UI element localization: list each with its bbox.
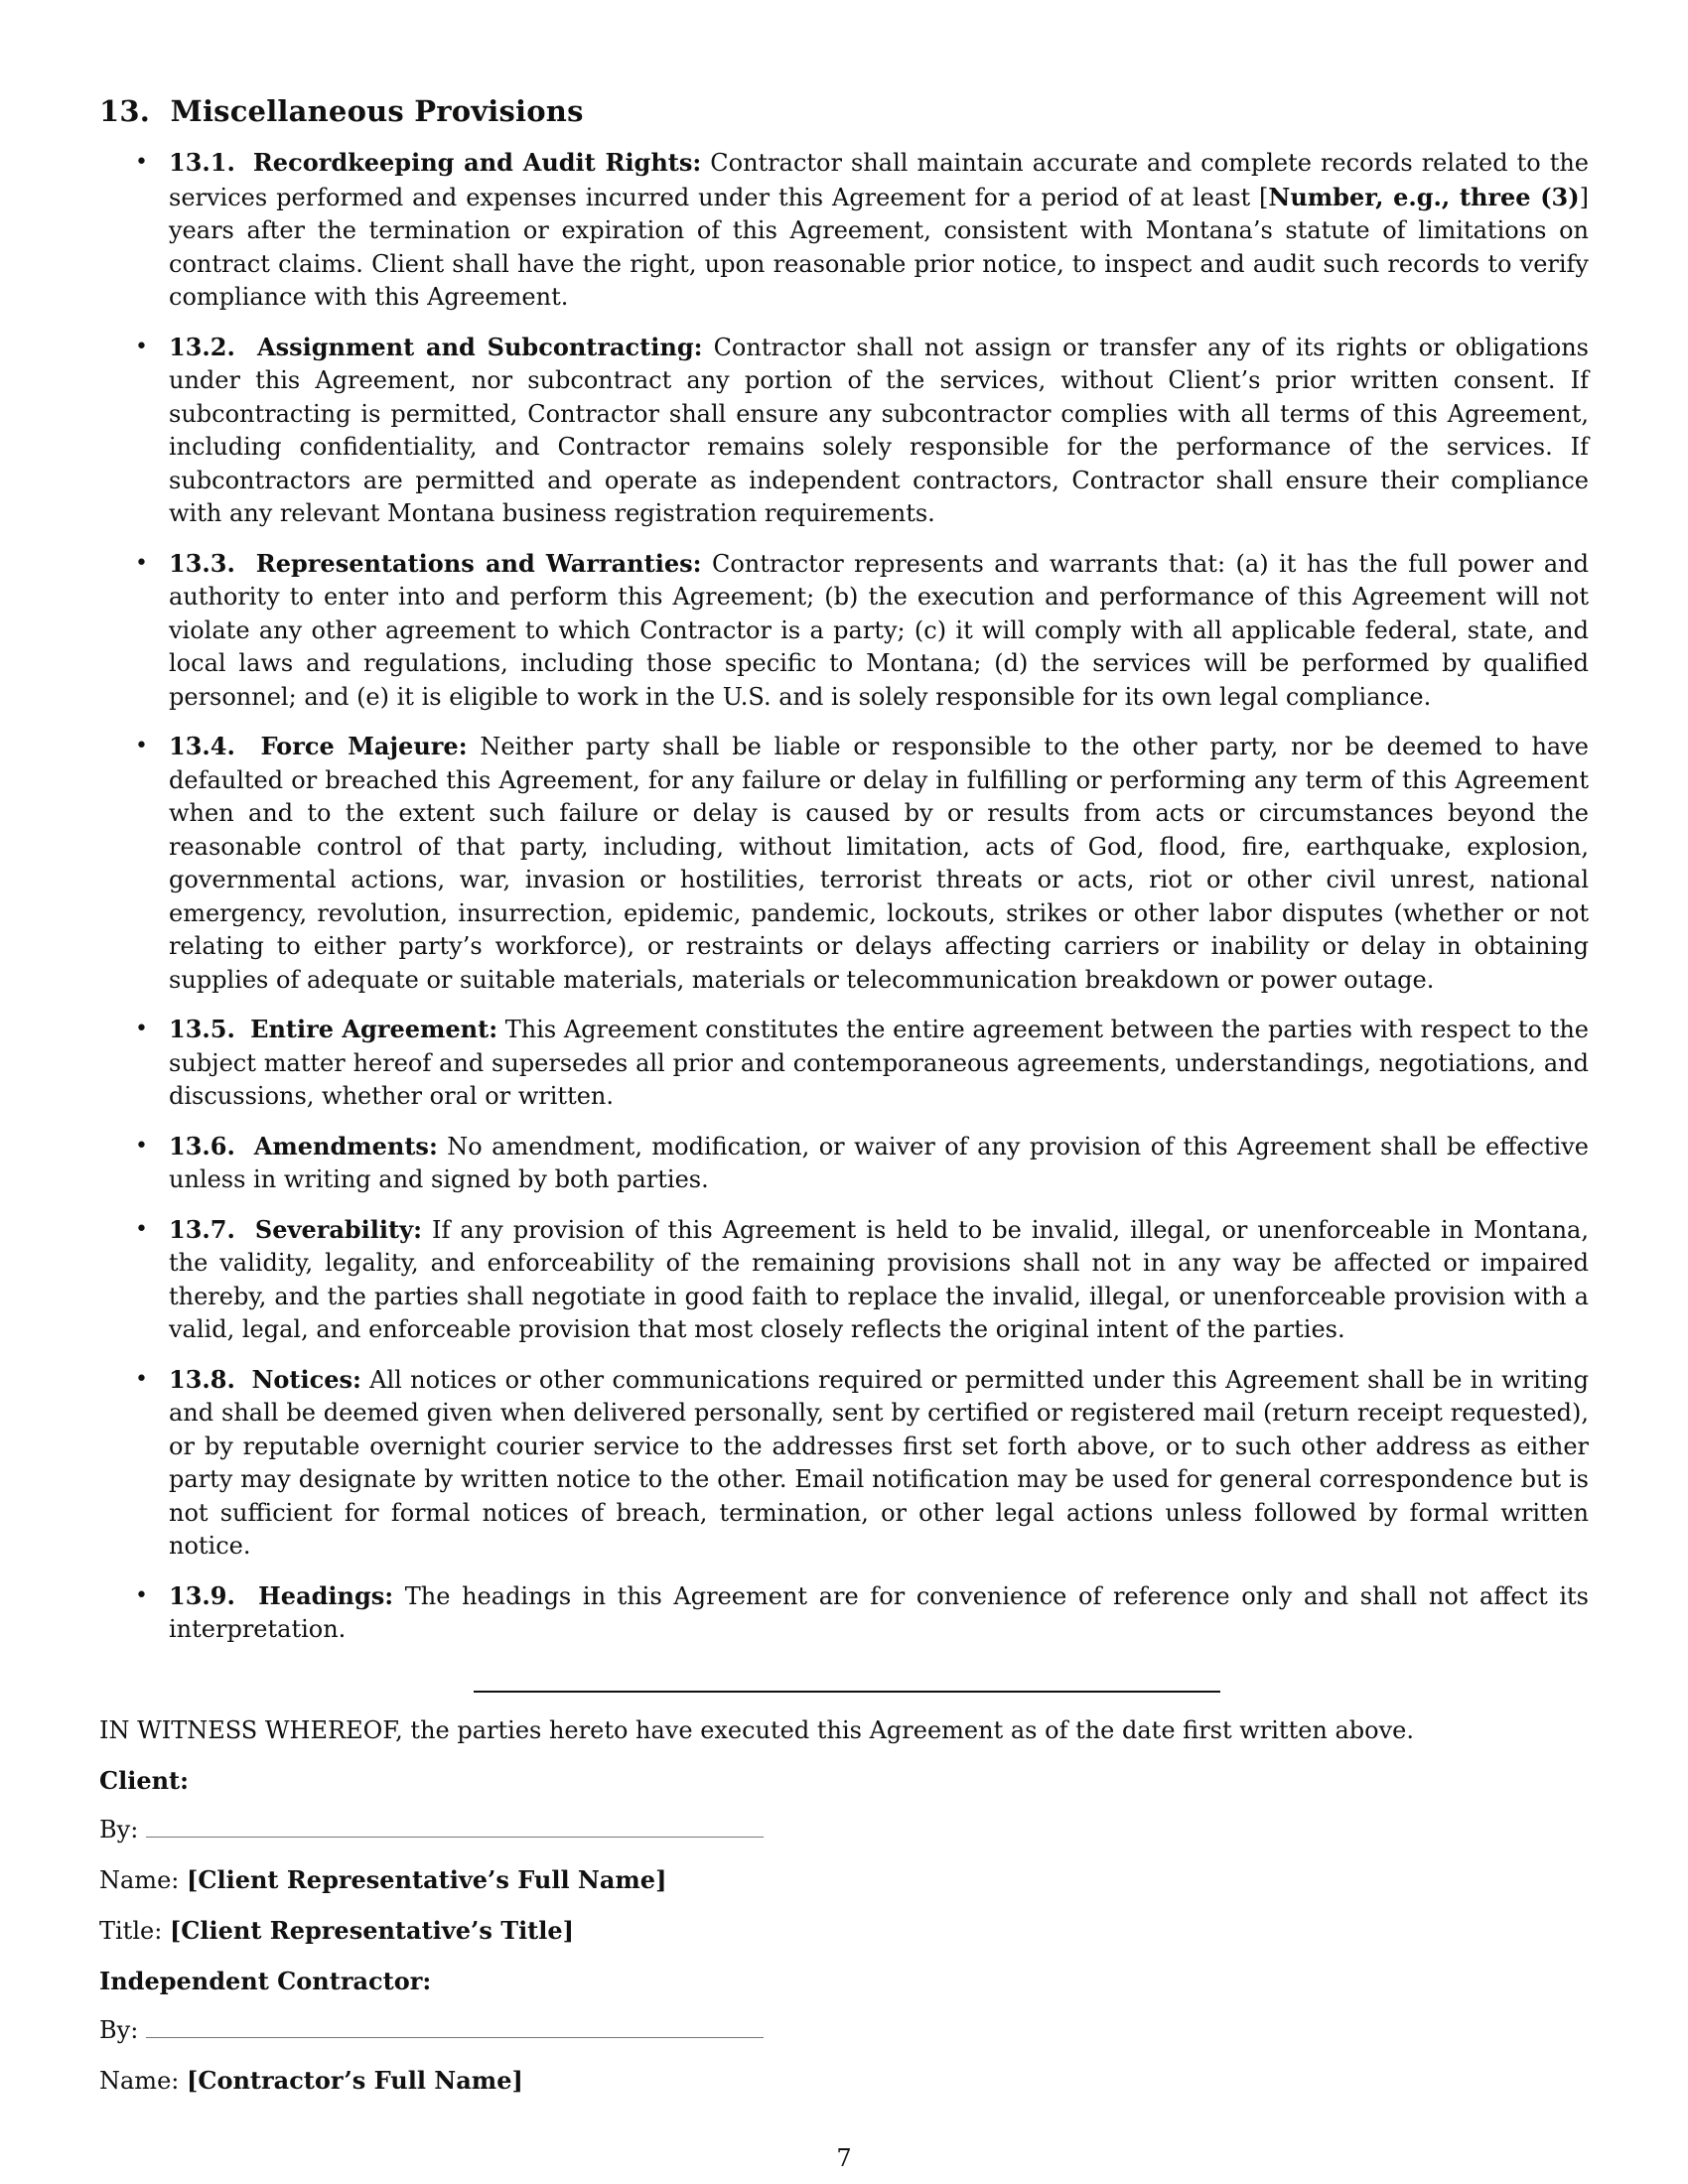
provision-heading: Amendments:	[253, 1131, 438, 1160]
provision-13-9	[99, 1579, 1589, 1647]
provision-id: 13.3.	[169, 548, 235, 578]
provision-text: Contractor shall not assign or transfer any of its rights or obligations under this Agreement, nor subcontract any portion of the services, without Client’s prior written consent. If subcontracting is permitted, Contractor shall ensure any subcontractor complies with all terms of this Agreement, including confidentiality, and Contractor remains solely responsible for the performance of the services. If subcontractors are permitted and operate as independent contractors, Contractor shall ensure their compliance with any relevant Montana business registration requirements.	[169, 333, 1589, 527]
provision-heading: Severability:	[254, 1214, 422, 1244]
provision-13-4	[99, 730, 1589, 997]
document-content	[99, 94, 1589, 2115]
provision-13-3	[99, 547, 1589, 715]
bullet-icon: •	[135, 1216, 148, 1242]
client-label: Client:	[99, 1765, 189, 1795]
provision-13-6	[99, 1130, 1589, 1197]
contractor-name-row	[99, 2064, 1589, 2098]
provision-text: Contractor shall maintain accurate and complete records related to the services performed and expenses incurred under this Agreement for a period of at least [	[169, 149, 1589, 211]
provisions-list	[99, 146, 1589, 1647]
section-divider	[474, 1691, 1220, 1693]
provision-text: This Agreement constitutes the entire agreement between the parties with respect to the subject matter hereof and supersedes all prior and contemporaneous agreements, understandings, negotiations, and discussions, whether oral or written.	[169, 1016, 1589, 1110]
client-title-row	[99, 1914, 1589, 1948]
by-label: By:	[99, 2015, 139, 2044]
provision-placeholder: Number, e.g., three (3)	[1268, 182, 1580, 211]
provision-13-7	[99, 1213, 1589, 1347]
provision-13-8	[99, 1363, 1589, 1564]
section-title: Miscellaneous Provisions	[170, 94, 584, 128]
bullet-icon: •	[135, 150, 148, 175]
provision-id: 13.4.	[169, 732, 235, 760]
contractor-label: Independent Contractor:	[99, 1966, 432, 1995]
bullet-icon: •	[135, 550, 148, 576]
provision-text: All notices or other communications required or permitted under this Agreement shall be in writing and shall be deemed given when delivered personally, sent by certified or registered mail (return receipt requested), or by reputable overnight courier service to the addresses first set forth above, or to such other address as either party may designate by written notice to the other. Email notification may be used for general correspondence but is not sufficient for formal notices of breach, termination, or other legal actions unless followed by formal written notice.	[169, 1365, 1589, 1560]
provision-id: 13.8.	[169, 1364, 235, 1394]
provision-id: 13.5.	[169, 1015, 235, 1043]
bullet-icon: •	[135, 734, 148, 758]
client-signature-line[interactable]	[146, 1815, 764, 1838]
provision-text: The headings in this Agreement are for convenience of reference only and shall not affect its interpretation.	[169, 1581, 1589, 1643]
page-number: 7	[836, 2144, 852, 2172]
client-name-row	[99, 1863, 1589, 1897]
provision-13-5	[99, 1013, 1589, 1114]
provision-text: Neither party shall be liable or responsible to the other party, nor be deemed to have defaulted or breached this Agreement, for any failure or delay in fulfilling or performing any term of this Agreement when and to the extent such failure or delay is caused by or results from acts or circumstances beyond the reasonable control of that party, including, without limitation, acts of God, flood, fire, earthquake, explosion, governmental actions, war, invasion or hostilities, terrorist threats or acts, riot or other civil unrest, national emergency, revolution, insurrection, epidemic, pandemic, lockouts, strikes or other labor disputes (whether or not relating to either party’s workforce), or restraints or delays affecting carriers or inability or delay in obtaining supplies of adequate or suitable materials, materials or telecommunication breakdown or power outage.	[169, 733, 1589, 994]
name-label: Name:	[99, 2066, 180, 2095]
provision-13-2	[99, 331, 1589, 531]
client-by-row	[99, 1814, 1589, 1846]
bullet-icon: •	[135, 1133, 148, 1159]
provision-id: 13.9.	[169, 1580, 235, 1610]
witness-statement: IN WITNESS WHEREOF, the parties hereto have executed this Agreement as of the date first written above.	[99, 1715, 1415, 1744]
contractor-by-row	[99, 2014, 1589, 2047]
provision-heading: Headings:	[258, 1580, 394, 1610]
contractor-name-placeholder: [Contractor’s Full Name]	[187, 2065, 523, 2095]
bullet-icon: •	[135, 334, 148, 359]
name-label: Name:	[99, 1865, 180, 1894]
provision-text: If any provision of this Agreement is held to be invalid, illegal, or unenforceable in Montana, the validity, legality, and enforceability of the remaining provisions shall not in any way be affected or impaired thereby, and the parties shall negotiate in good faith to replace the invalid, illegal, or unenforceable provision with a valid, legal, and enforceable provision that most closely reflects the original intent of the parties.	[169, 1215, 1589, 1343]
client-title-placeholder: [Client Representative’s Title]	[169, 1915, 575, 1945]
by-label: By:	[99, 1815, 139, 1843]
title-label: Title:	[99, 1916, 163, 1945]
provision-id: 13.1.	[169, 148, 235, 177]
section-number: 13.	[99, 94, 151, 128]
client-name-placeholder: [Client Representative’s Full Name]	[187, 1864, 667, 1894]
provision-13-1	[99, 146, 1589, 315]
provision-heading: Representations and Warranties:	[255, 548, 702, 578]
provision-text-cont: ] years after the termination or expiration of this Agreement, consistent with Montana’s statute of limitations on contract claims. Client shall have the right, upon reasonable prior notice, to inspect and audit such records to verify compliance with this Agreement.	[169, 183, 1589, 311]
bullet-icon: •	[135, 1582, 148, 1608]
provision-heading: Force Majeure:	[260, 732, 468, 760]
provision-id: 13.6.	[169, 1131, 235, 1160]
contractor-signature-line[interactable]	[146, 2015, 764, 2038]
bullet-icon: •	[135, 1366, 148, 1392]
bullet-icon: •	[135, 1017, 148, 1041]
signature-block	[99, 1714, 1589, 2098]
provision-heading: Recordkeeping and Audit Rights:	[252, 148, 702, 177]
provision-id: 13.2.	[169, 332, 235, 361]
provision-id: 13.7.	[169, 1214, 235, 1244]
provision-heading: Notices:	[251, 1364, 361, 1394]
section-heading	[99, 94, 1589, 128]
provision-text: Contractor represents and warrants that: (a) it has the full power and authority to enter into and perform this Agreement; (b) the execution and performance of this Agreement will not violate any other agreement to which Contractor is a party; (c) it will comply with all applicable federal, state, and local laws and regulations, including those specific to Montana; (d) the services will be performed by qualified personnel; and (e) it is eligible to work in the U.S. and is solely responsible for its own legal compliance.	[169, 549, 1589, 711]
provision-heading: Entire Agreement:	[250, 1015, 498, 1043]
provision-heading: Assignment and Subcontracting:	[257, 332, 703, 361]
provision-text: No amendment, modification, or waiver of any provision of this Agreement shall be effective unless in writing and signed by both parties.	[169, 1132, 1589, 1193]
